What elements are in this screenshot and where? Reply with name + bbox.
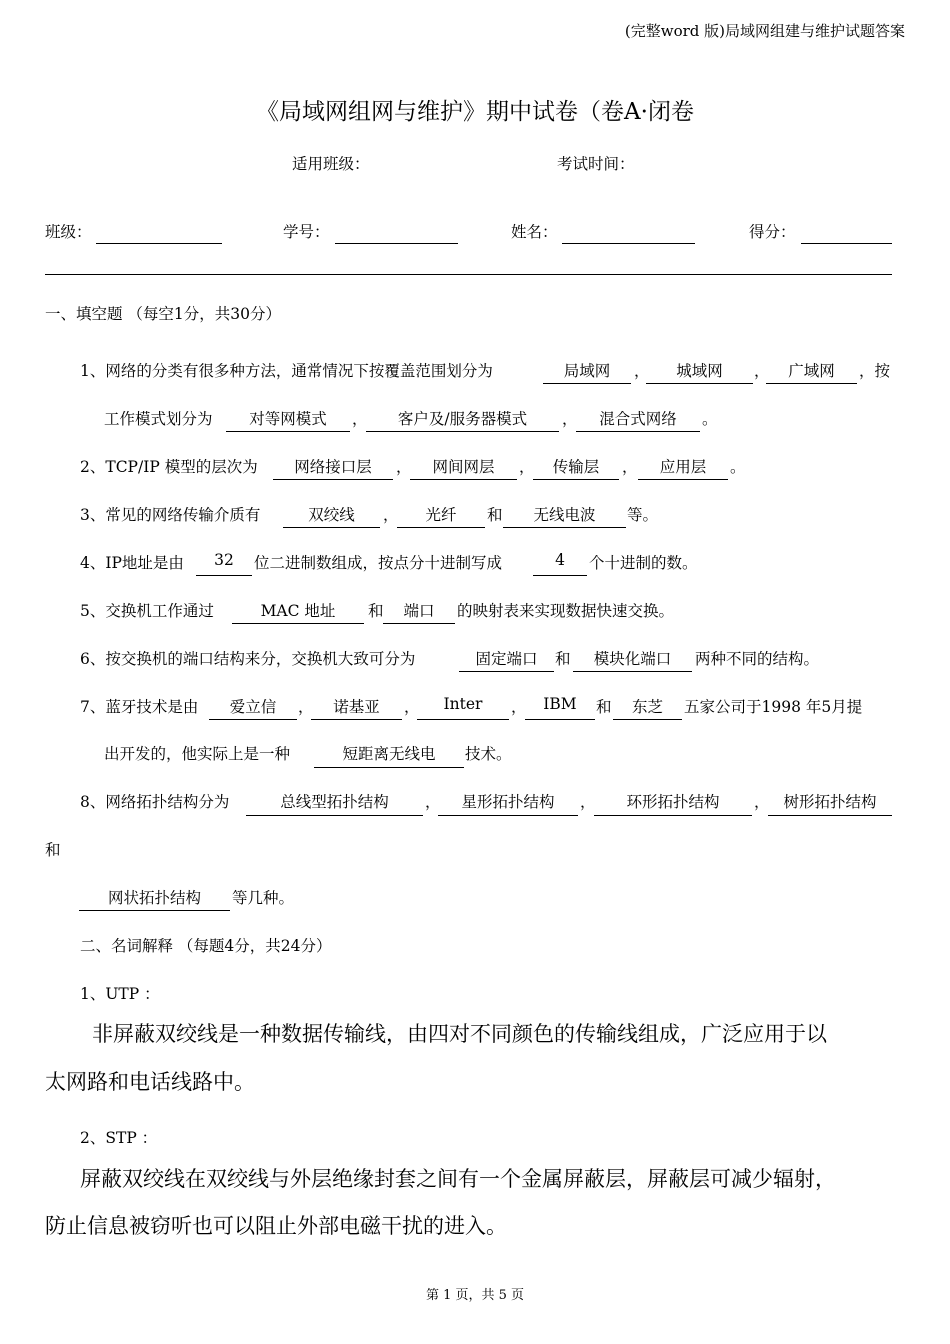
q5-text: 5、交换机工作通过 (80, 602, 214, 620)
comma: ， (754, 362, 770, 380)
q8-blank-5 (79, 910, 230, 911)
q8-blank-2 (438, 815, 578, 816)
q8-and: 和 (45, 841, 61, 859)
comma: ， (383, 506, 399, 524)
q1-answer-4: 对等网模式 (249, 410, 327, 428)
q6-text: 6、按交换机的端口结构来分，交换机大致可分为 (80, 650, 416, 668)
score-field[interactable] (801, 243, 892, 244)
q2-blank-2 (410, 479, 517, 480)
q3-answer-1: 双绞线 (308, 506, 355, 524)
q4-end: 个十进制的数。 (589, 554, 698, 572)
q5-blank-2 (383, 623, 455, 624)
q6-blank-1 (459, 671, 554, 672)
q7-blank-5 (613, 719, 682, 720)
q2-end: 。 (730, 458, 746, 476)
q3-end: 等。 (627, 506, 659, 524)
comma: ， (425, 793, 441, 811)
comma: ， (580, 793, 596, 811)
comma: ， (352, 410, 368, 428)
q8-text: 8、网络拓扑结构分为 (80, 793, 230, 811)
q2-answer-4: 应用层 (659, 458, 707, 476)
q2-answer-2: 网间网层 (432, 458, 495, 476)
q1-blank-1 (543, 383, 631, 384)
q1-answer-1: 局域网 (563, 362, 611, 380)
q4-text-2: 位二进制数组成，按点分十进制写成 (254, 554, 503, 572)
q8-blank-4 (768, 815, 892, 816)
applicable-class-label: 适用班级： (292, 155, 370, 173)
q6-end: 两种不同的结构。 (695, 650, 820, 668)
q7-text-cont: 五家公司于1998 年5月提 (684, 698, 863, 716)
q7-blank-2 (311, 719, 402, 720)
q3-answer-3: 无线电波 (533, 506, 596, 524)
q7-answer-4: IBM (543, 695, 577, 713)
comma: ， (622, 458, 638, 476)
q6-answer-1: 固定端口 (475, 650, 538, 668)
q7-answer-1: 爱立信 (229, 698, 277, 716)
comma: ， (562, 410, 578, 428)
q4-answer-2: 4 (555, 551, 565, 569)
q5-and: 和 (368, 602, 384, 620)
q1-text-2: 工作模式划分为 (104, 410, 213, 428)
q7-blank-6 (314, 767, 464, 768)
q3-text: 3、常见的网络传输介质有 (80, 506, 261, 524)
q7-text-2: 出开发的，他实际上是一种 (104, 745, 291, 763)
comma: ， (519, 458, 535, 476)
section1-title: 一、填空题 （每空1分，共30分） (45, 305, 282, 323)
q2-answer-1: 网络接口层 (294, 458, 372, 476)
q8-answer-5: 网状拓扑结构 (107, 889, 201, 907)
q1-answer-5: 客户及/服务器模式 (397, 410, 528, 428)
q1-text-cont: ，按 (859, 362, 891, 380)
comma: ， (511, 698, 527, 716)
q8-answer-1: 总线型拓扑结构 (280, 793, 389, 811)
q1-blank-2 (646, 383, 753, 384)
q8-blank-1 (246, 815, 423, 816)
running-header: (完整word 版)局域网组建与维护试题答案 (624, 22, 905, 40)
q7-blank-4 (525, 719, 595, 720)
q7-blank-3 (417, 719, 509, 720)
q3-blank-3 (503, 527, 626, 528)
q2-answer-3: 传输层 (552, 458, 600, 476)
q3-blank-1 (283, 527, 380, 528)
q4-text: 4、IP地址是由 (80, 554, 184, 572)
q2-text: 2、TCP/IP 模型的层次为 (80, 458, 258, 476)
q8-answer-2: 星形拓扑结构 (461, 793, 555, 811)
header-divider (45, 274, 892, 275)
q1-blank-3 (766, 383, 857, 384)
class-field[interactable] (96, 243, 222, 244)
q6-answer-2: 模块化端口 (593, 650, 672, 668)
section2-title: 二、名词解释 （每题4分，共24分） (80, 937, 332, 955)
q2-blank-4 (638, 479, 728, 480)
class-label: 班级： (45, 223, 92, 241)
q1-answer-6: 混合式网络 (599, 410, 677, 428)
q4-answer-1: 32 (214, 551, 234, 569)
utp-answer-line-1: 非屏蔽双绞线是一种数据传输线，由四对不同颜色的传输线组成，广泛应用于以 (92, 1022, 827, 1046)
q7-answer-2: 诺基亚 (333, 698, 380, 716)
q7-end: 技术。 (465, 745, 512, 763)
name-label: 姓名： (511, 223, 558, 241)
utp-label: 1、UTP ： (80, 985, 160, 1003)
q1-blank-6 (576, 431, 700, 432)
exam-title: 《局域网组网与维护》期中试卷（卷A·闭卷 (256, 99, 694, 125)
exam-time-label: 考试时间： (557, 155, 635, 173)
stp-answer-line-1: 屏蔽双绞线在双绞线与外层绝缘封套之间有一个金属屏蔽层，屏蔽层可减少辐射， (80, 1167, 836, 1191)
q1-answer-2: 城域网 (676, 362, 723, 380)
q7-and: 和 (596, 698, 612, 716)
q1-blank-4 (226, 431, 350, 432)
stp-answer-line-2: 防止信息被窃听也可以阻止外部电磁干扰的进入。 (45, 1214, 507, 1238)
q1-answer-3: 广域网 (788, 362, 835, 380)
comma: ， (754, 793, 770, 811)
q3-and: 和 (487, 506, 503, 524)
q7-text: 7、蓝牙技术是由 (80, 698, 199, 716)
stp-label: 2、STP ： (80, 1129, 158, 1147)
q7-answer-5: 东芝 (631, 698, 663, 716)
comma: ， (634, 362, 650, 380)
q7-answer-3: Inter (443, 695, 483, 713)
q4-blank-1 (196, 575, 252, 576)
q5-end: 的映射表来实现数据快速交换。 (457, 602, 675, 620)
q7-blank-1 (209, 719, 297, 720)
q8-blank-3 (594, 815, 752, 816)
q5-answer-1: MAC 地址 (260, 602, 336, 620)
q1-text: 1、网络的分类有很多种方法，通常情况下按覆盖范围划分为 (80, 362, 493, 380)
q8-answer-3: 环形拓扑结构 (626, 793, 720, 811)
q5-blank-1 (232, 623, 364, 624)
q3-answer-2: 光纤 (425, 506, 457, 524)
utp-answer-line-2: 太网路和电话线路中。 (45, 1070, 255, 1094)
q3-blank-2 (397, 527, 485, 528)
student-id-label: 学号： (283, 223, 330, 241)
q4-blank-2 (533, 575, 587, 576)
q6-and: 和 (555, 650, 571, 668)
q2-blank-3 (533, 479, 619, 480)
q1-end: 。 (702, 410, 718, 428)
comma: ， (404, 698, 420, 716)
score-label: 得分： (749, 223, 796, 241)
q8-answer-4: 树形拓扑结构 (783, 793, 877, 811)
comma: ， (298, 698, 314, 716)
q8-end: 等几种。 (232, 889, 295, 907)
name-field[interactable] (562, 243, 695, 244)
student-id-field[interactable] (335, 243, 458, 244)
comma: ， (396, 458, 412, 476)
q6-blank-2 (573, 671, 692, 672)
q7-answer-6: 短距离无线电 (342, 745, 436, 763)
page-footer: 第 1 页，共 5 页 (425, 1288, 525, 1303)
q1-blank-5 (366, 431, 559, 432)
q5-answer-2: 端口 (403, 602, 435, 620)
q2-blank-1 (273, 479, 393, 480)
